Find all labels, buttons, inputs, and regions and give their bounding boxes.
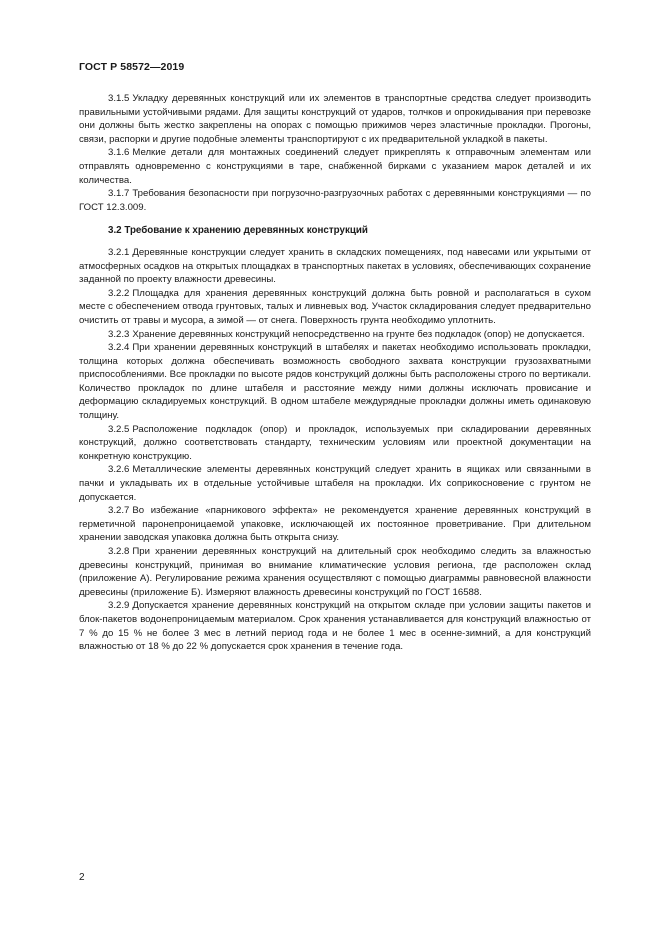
paragraph-3-2-7: [79, 504, 591, 545]
paragraph-3-2-8: [79, 545, 591, 599]
paragraph-number: 3.2.3: [108, 328, 130, 340]
paragraph-3-2-4: [79, 341, 591, 423]
paragraph-3-1-6: [79, 146, 591, 187]
paragraph-3-1-5: [79, 92, 591, 146]
paragraph-number: 3.2.5: [108, 423, 130, 435]
paragraph-text: При хранении деревянных конструкций на длительный срок необходимо следить за влажностью древесины конструкций, принимая во внимание климатические условия региона, где расположен склад (приложение А). Регулирование режима хранения осуществляют с помощью диаграммы равновесной влажности древесины (приложение Б). Измеряют влажность древесины конструкций по ГОСТ 16588.: [79, 546, 591, 598]
paragraph-text: Укладку деревянных конструкций или их элементов в транспортные средства следует производить правильными устойчивыми рядами. Для защиты конструкций от ударов, толчков и опрокидывания при перевозке они должны быть жестко закреплены на опорах с помощью прижимов через эластичные прокладки. Прогоны, связи, распорки и другие подобные элементы транспортируют с их предварительной укладкой в пакеты.: [79, 93, 591, 145]
paragraph-text: Требования безопасности при погрузочно-разгрузочных работах с деревянными конструкциями — по ГОСТ 12.3.009.: [79, 188, 591, 213]
paragraph-text: Металлические элементы деревянных конструкций следует хранить в ящиках или связанными в пачки и укладывать их в отдельные устойчивые штабеля на прокладки. Их соприкосновение с грунтом не допускается.: [79, 464, 591, 503]
paragraph-text: Расположение подкладок (опор) и прокладок, используемых при складировании деревянных конструкций, должно соответствовать стандарту, техническим условиям или проектной документации на конкретную конструкцию.: [79, 423, 591, 462]
paragraph-number: 3.1.6: [108, 147, 130, 159]
paragraph-3-2-1: [79, 246, 591, 287]
paragraph-number: 3.1.7: [108, 188, 130, 200]
paragraph-number: 3.2.8: [108, 546, 130, 557]
section-3-1-tail: [79, 92, 591, 214]
paragraph-3-2-9: [79, 599, 591, 653]
document-body: [79, 92, 591, 654]
paragraph-3-2-6: [79, 463, 591, 504]
paragraph-text: Хранение деревянных конструкций непосредственно на грунте без подкладок (опор) не допускается.: [132, 328, 585, 340]
section-heading-3-2: 3.2 Требование к хранению деревянных конструкций: [108, 225, 368, 237]
paragraph-3-2-3: [79, 328, 591, 342]
paragraph-text: Площадка для хранения деревянных конструкций должна быть ровной и располагаться в сухом месте с обеспечением отвода грунтовых, талых и ливневых вод. Участок складирования следует предварительно очистить от травы и мусора, а зимой — от снега. Поверхность грунта необходимо уплотнить.: [79, 287, 591, 326]
paragraph-number: 3.2.6: [108, 464, 130, 476]
paragraph-text: Деревянные конструкции следует хранить в складских помещениях, под навесами или укрытыми от атмосферных осадков на открытых площадках в транспортных пакетах в условиях, обеспечивающих сохранение заданной по проекту влажности древесины.: [79, 246, 591, 286]
paragraph-number: 3.2.4: [108, 342, 130, 354]
paragraph-number: 3.2.7: [108, 505, 130, 517]
paragraph-text: При хранении деревянных конструкций в штабелях и пакетах необходимо использовать прокладки, толщина которых должна обеспечивать возможность свободного захвата конструкции грузозахватными приспособлениями. Все прокладки по высоте рядов конструкций должны быть расположены строго по вертикали. Количество прокладок по длине штабеля и расстояние между ними должны исключать провисание и деформацию складируемых конструкций. В одном штабеле междурядные прокладки должны иметь одинаковую толщину.: [79, 342, 591, 422]
paragraph-number: 3.2.1: [108, 246, 130, 258]
page-number: 2: [79, 872, 85, 883]
paragraph-number: 3.2.2: [108, 287, 130, 299]
paragraph-3-2-5: [79, 423, 591, 464]
paragraph-3-2-2: [79, 287, 591, 328]
paragraph-number: 3.2.9: [108, 600, 130, 612]
paragraph-3-1-7: [79, 187, 591, 214]
paragraph-number: 3.1.5: [108, 93, 130, 104]
paragraph-text: Во избежание «парникового эффекта» не рекомендуется хранение деревянных конструкций в герметичной паронепроницаемой упаковке, исключающей их постоянное проветривание. При длительном хранении заводская упаковка должна быть открыта снизу.: [79, 505, 591, 544]
paragraph-text: Мелкие детали для монтажных соединений следует прикреплять к отправочным элементам или отправлять одновременно с конструкциями в таре, снабженной бирками с указанием марок деталей и их количества.: [79, 147, 591, 186]
document-header: ГОСТ Р 58572—2019: [79, 61, 185, 73]
paragraph-text: Допускается хранение деревянных конструкций на открытом складе при условии защиты пакетов и блок-пакетов водонепроницаемым материалом. Срок хранения устанавливается для конструкций влажностью от 7 % до 15 % не более 3 мес в летний период года и не более 1 мес в осенне-зимний, а для конструкций влажностью от 18 % до 22 % допускается срок хранения в течение года.: [79, 600, 591, 653]
section-3-2: [79, 246, 591, 654]
